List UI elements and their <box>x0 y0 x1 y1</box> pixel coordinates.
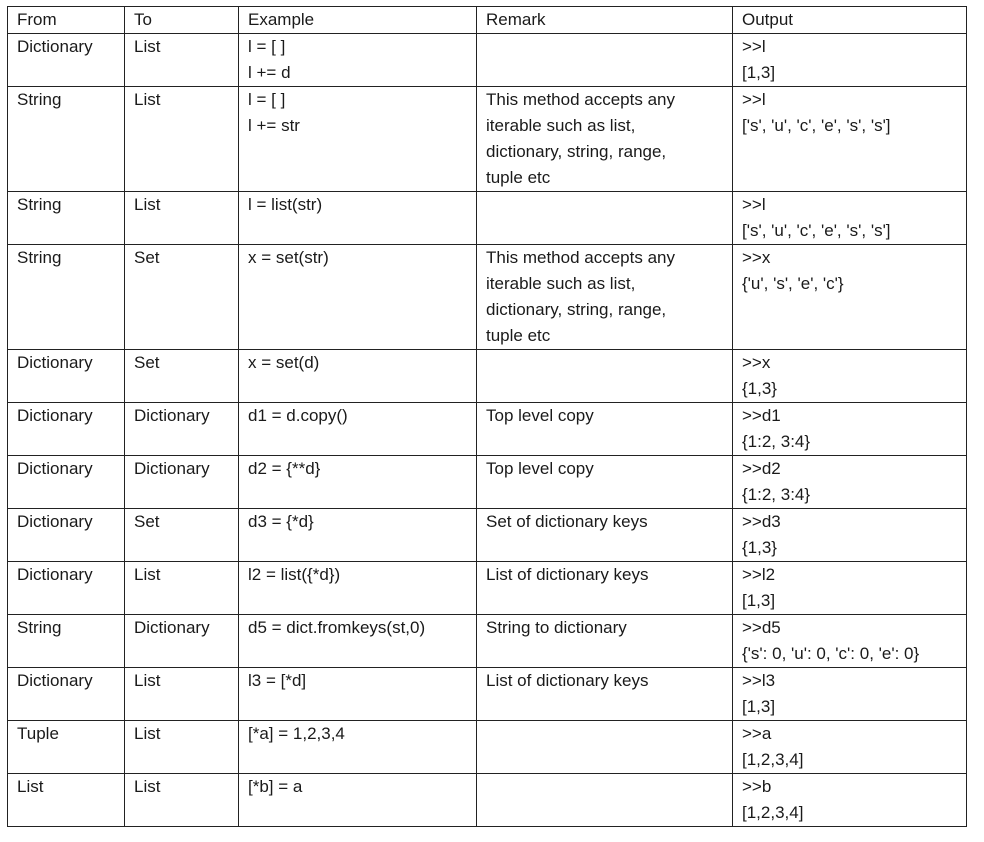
cell-from-text: Dictionary <box>17 459 93 478</box>
cell-example-line: [*b] = a <box>248 777 303 796</box>
cell-remark <box>477 456 733 509</box>
cell-remark-line: String to dictionary <box>486 618 627 637</box>
cell-example-line: x = set(str) <box>248 248 329 267</box>
cell-example <box>239 456 477 509</box>
cell-remark-line: tuple etc <box>486 326 551 345</box>
cell-example-line: d2 = {**d} <box>248 459 321 478</box>
cell-example-line: l = [ ] <box>248 90 286 109</box>
cell-example-empty-line <box>248 376 468 402</box>
cell-remark <box>477 87 733 192</box>
cell-from-text: Dictionary <box>17 512 93 531</box>
table-header <box>8 7 967 34</box>
cell-from-text: Dictionary <box>17 671 93 690</box>
cell-output <box>733 562 967 615</box>
cell-example-empty-line <box>248 482 468 508</box>
cell-example-empty-line <box>248 747 468 773</box>
table-row <box>8 668 967 721</box>
cell-remark-line: dictionary, string, range, <box>486 300 667 319</box>
cell-from <box>8 774 125 827</box>
cell-remark-line: This method accepts any <box>486 90 675 109</box>
cell-to-text: List <box>134 37 161 56</box>
cell-example-line: l += d <box>248 63 291 82</box>
cell-output-line: {1:2, 3:4} <box>742 432 811 451</box>
cell-output <box>733 668 967 721</box>
cell-example-empty-line <box>248 800 468 826</box>
cell-to-text: List <box>134 565 161 584</box>
cell-from-text: List <box>17 777 44 796</box>
cell-remark <box>477 562 733 615</box>
cell-example-empty-line <box>248 588 468 614</box>
cell-example <box>239 774 477 827</box>
cell-remark-empty-line <box>486 800 724 826</box>
cell-output-line: >>x <box>742 353 771 372</box>
cell-from-text: Dictionary <box>17 565 93 584</box>
table-row <box>8 34 967 87</box>
header-from: From <box>8 7 125 34</box>
cell-from <box>8 192 125 245</box>
cell-example-line: l = list(str) <box>248 195 323 214</box>
cell-from <box>8 34 125 87</box>
cell-from <box>8 721 125 774</box>
cell-remark-line: Top level copy <box>486 459 594 478</box>
cell-output <box>733 192 967 245</box>
cell-remark-empty-line <box>486 588 724 614</box>
table-row <box>8 403 967 456</box>
cell-remark-line: iterable such as list, <box>486 274 636 293</box>
cell-remark <box>477 350 733 403</box>
cell-remark-line: iterable such as list, <box>486 116 636 135</box>
cell-to <box>125 403 239 456</box>
cell-remark-empty-line <box>486 694 724 720</box>
cell-remark-empty-line <box>486 482 724 508</box>
cell-example-line: l = [ ] <box>248 37 286 56</box>
table-row <box>8 509 967 562</box>
cell-output <box>733 34 967 87</box>
cell-remark <box>477 245 733 350</box>
cell-output-line: {1,3} <box>742 379 777 398</box>
cell-to <box>125 774 239 827</box>
cell-example-line: [*a] = 1,2,3,4 <box>248 724 345 743</box>
cell-example <box>239 34 477 87</box>
cell-output-line: [1,2,3,4] <box>742 750 804 769</box>
cell-example <box>239 509 477 562</box>
cell-output-line: >>d2 <box>742 459 781 478</box>
cell-example-empty-line <box>248 694 468 720</box>
cell-to-text: List <box>134 90 161 109</box>
cell-output-line: ['s', 'u', 'c', 'e', 's', 's'] <box>742 221 891 240</box>
cell-example-line: d1 = d.copy() <box>248 406 348 425</box>
cell-example <box>239 562 477 615</box>
table-row <box>8 615 967 668</box>
cell-output <box>733 774 967 827</box>
cell-output <box>733 615 967 668</box>
cell-output-line: [1,2,3,4] <box>742 803 804 822</box>
cell-to <box>125 245 239 350</box>
cell-from-text: Dictionary <box>17 406 93 425</box>
cell-output-line: >>l <box>742 90 766 109</box>
cell-example-empty-line <box>248 429 468 455</box>
cell-to <box>125 721 239 774</box>
cell-remark-empty-line <box>486 721 724 747</box>
header-output: Output <box>733 7 967 34</box>
cell-from <box>8 350 125 403</box>
table-body <box>8 34 967 827</box>
cell-example-line: l += str <box>248 116 300 135</box>
cell-remark <box>477 721 733 774</box>
cell-example-line: l3 = [*d] <box>248 671 307 690</box>
cell-example-line: d5 = dict.fromkeys(st,0) <box>248 618 426 637</box>
cell-remark-empty-line <box>486 429 724 455</box>
cell-from-text: String <box>17 248 62 267</box>
cell-output <box>733 509 967 562</box>
cell-from-text: String <box>17 90 62 109</box>
cell-output-line: ['s', 'u', 'c', 'e', 's', 's'] <box>742 116 891 135</box>
cell-example-empty-line <box>248 271 468 297</box>
cell-output <box>733 721 967 774</box>
cell-from <box>8 668 125 721</box>
cell-from-text: Dictionary <box>17 37 93 56</box>
cell-output-line: >>d1 <box>742 406 781 425</box>
cell-to-text: List <box>134 777 161 796</box>
cell-remark <box>477 509 733 562</box>
cell-remark <box>477 774 733 827</box>
cell-to-text: Dictionary <box>134 618 210 637</box>
cell-output-line: {'s': 0, 'u': 0, 'c': 0, 'e': 0} <box>742 644 920 663</box>
cell-output <box>733 456 967 509</box>
cell-to <box>125 87 239 192</box>
cell-output <box>733 403 967 456</box>
cell-output-line: {1:2, 3:4} <box>742 485 811 504</box>
cell-output <box>733 245 967 350</box>
cell-example-line: x = set(d) <box>248 353 320 372</box>
header-example: Example <box>239 7 477 34</box>
header-to: To <box>125 7 239 34</box>
cell-to-text: Set <box>134 248 160 267</box>
cell-from-text: String <box>17 618 62 637</box>
cell-from <box>8 87 125 192</box>
cell-remark-empty-line <box>486 535 724 561</box>
cell-remark-empty-line <box>486 60 724 86</box>
cell-example <box>239 192 477 245</box>
table-row <box>8 350 967 403</box>
cell-remark-empty-line <box>486 774 724 800</box>
cell-example <box>239 245 477 350</box>
cell-example <box>239 721 477 774</box>
cell-example-empty-line <box>248 218 468 244</box>
cell-example-empty-line <box>248 641 468 667</box>
table-row <box>8 456 967 509</box>
cell-from <box>8 403 125 456</box>
cell-remark-line: tuple etc <box>486 168 551 187</box>
cell-remark-empty-line <box>486 376 724 402</box>
cell-to-text: List <box>134 671 161 690</box>
cell-to <box>125 34 239 87</box>
table-row <box>8 192 967 245</box>
cell-output-line: {'u', 's', 'e', 'c'} <box>742 274 844 293</box>
cell-from-text: Tuple <box>17 724 59 743</box>
cell-to-text: List <box>134 195 161 214</box>
cell-output <box>733 87 967 192</box>
cell-remark-empty-line <box>486 641 724 667</box>
cell-example <box>239 403 477 456</box>
cell-to-text: Dictionary <box>134 459 210 478</box>
cell-output-line: >>l2 <box>742 565 776 584</box>
header-remark: Remark <box>477 7 733 34</box>
table-row <box>8 721 967 774</box>
cell-output-line: [1,3] <box>742 697 776 716</box>
cell-example <box>239 87 477 192</box>
cell-example <box>239 668 477 721</box>
cell-remark-empty-line <box>486 350 724 376</box>
cell-example-empty-line <box>248 535 468 561</box>
cell-from <box>8 509 125 562</box>
cell-output-line: >>b <box>742 777 772 796</box>
table-row <box>8 562 967 615</box>
cell-remark <box>477 668 733 721</box>
table-row <box>8 774 967 827</box>
cell-output-line: >>d3 <box>742 512 781 531</box>
cell-remark-line: dictionary, string, range, <box>486 142 667 161</box>
cell-to <box>125 456 239 509</box>
cell-to <box>125 350 239 403</box>
cell-to-text: Dictionary <box>134 406 210 425</box>
cell-to <box>125 668 239 721</box>
cell-to-text: List <box>134 724 161 743</box>
cell-remark <box>477 403 733 456</box>
cell-example <box>239 350 477 403</box>
cell-remark <box>477 34 733 87</box>
cell-output-line: >>l3 <box>742 671 776 690</box>
cell-remark-line: List of dictionary keys <box>486 671 649 690</box>
cell-output-line: [1,3] <box>742 591 776 610</box>
cell-to <box>125 509 239 562</box>
cell-example-line: d3 = {*d} <box>248 512 314 531</box>
cell-output-line: >>l <box>742 195 766 214</box>
cell-output-line: [1,3] <box>742 63 776 82</box>
cell-to <box>125 192 239 245</box>
cell-from <box>8 615 125 668</box>
cell-example <box>239 615 477 668</box>
cell-to <box>125 562 239 615</box>
cell-remark <box>477 192 733 245</box>
cell-remark-line: List of dictionary keys <box>486 565 649 584</box>
cell-remark-line: This method accepts any <box>486 248 675 267</box>
cell-to-text: Set <box>134 353 160 372</box>
cell-remark-empty-line <box>486 34 724 60</box>
cell-output-line: >>x <box>742 248 771 267</box>
cell-remark-empty-line <box>486 192 724 218</box>
cell-remark-line: Set of dictionary keys <box>486 512 648 531</box>
table-row <box>8 245 967 350</box>
cell-from <box>8 456 125 509</box>
cell-from <box>8 562 125 615</box>
cell-from <box>8 245 125 350</box>
cell-output-line: >>a <box>742 724 772 743</box>
cell-example-line: l2 = list({*d}) <box>248 565 341 584</box>
cell-remark <box>477 615 733 668</box>
conversion-table <box>7 6 967 827</box>
cell-output-line: {1,3} <box>742 538 777 557</box>
cell-remark-empty-line <box>486 218 724 244</box>
cell-from-text: Dictionary <box>17 353 93 372</box>
header-row <box>8 7 967 34</box>
cell-to <box>125 615 239 668</box>
cell-output-line: >>d5 <box>742 618 781 637</box>
cell-to-text: Set <box>134 512 160 531</box>
cell-remark-line: Top level copy <box>486 406 594 425</box>
cell-output <box>733 350 967 403</box>
cell-output-line: >>l <box>742 37 766 56</box>
table-row <box>8 87 967 192</box>
cell-remark-empty-line <box>486 747 724 773</box>
cell-from-text: String <box>17 195 62 214</box>
